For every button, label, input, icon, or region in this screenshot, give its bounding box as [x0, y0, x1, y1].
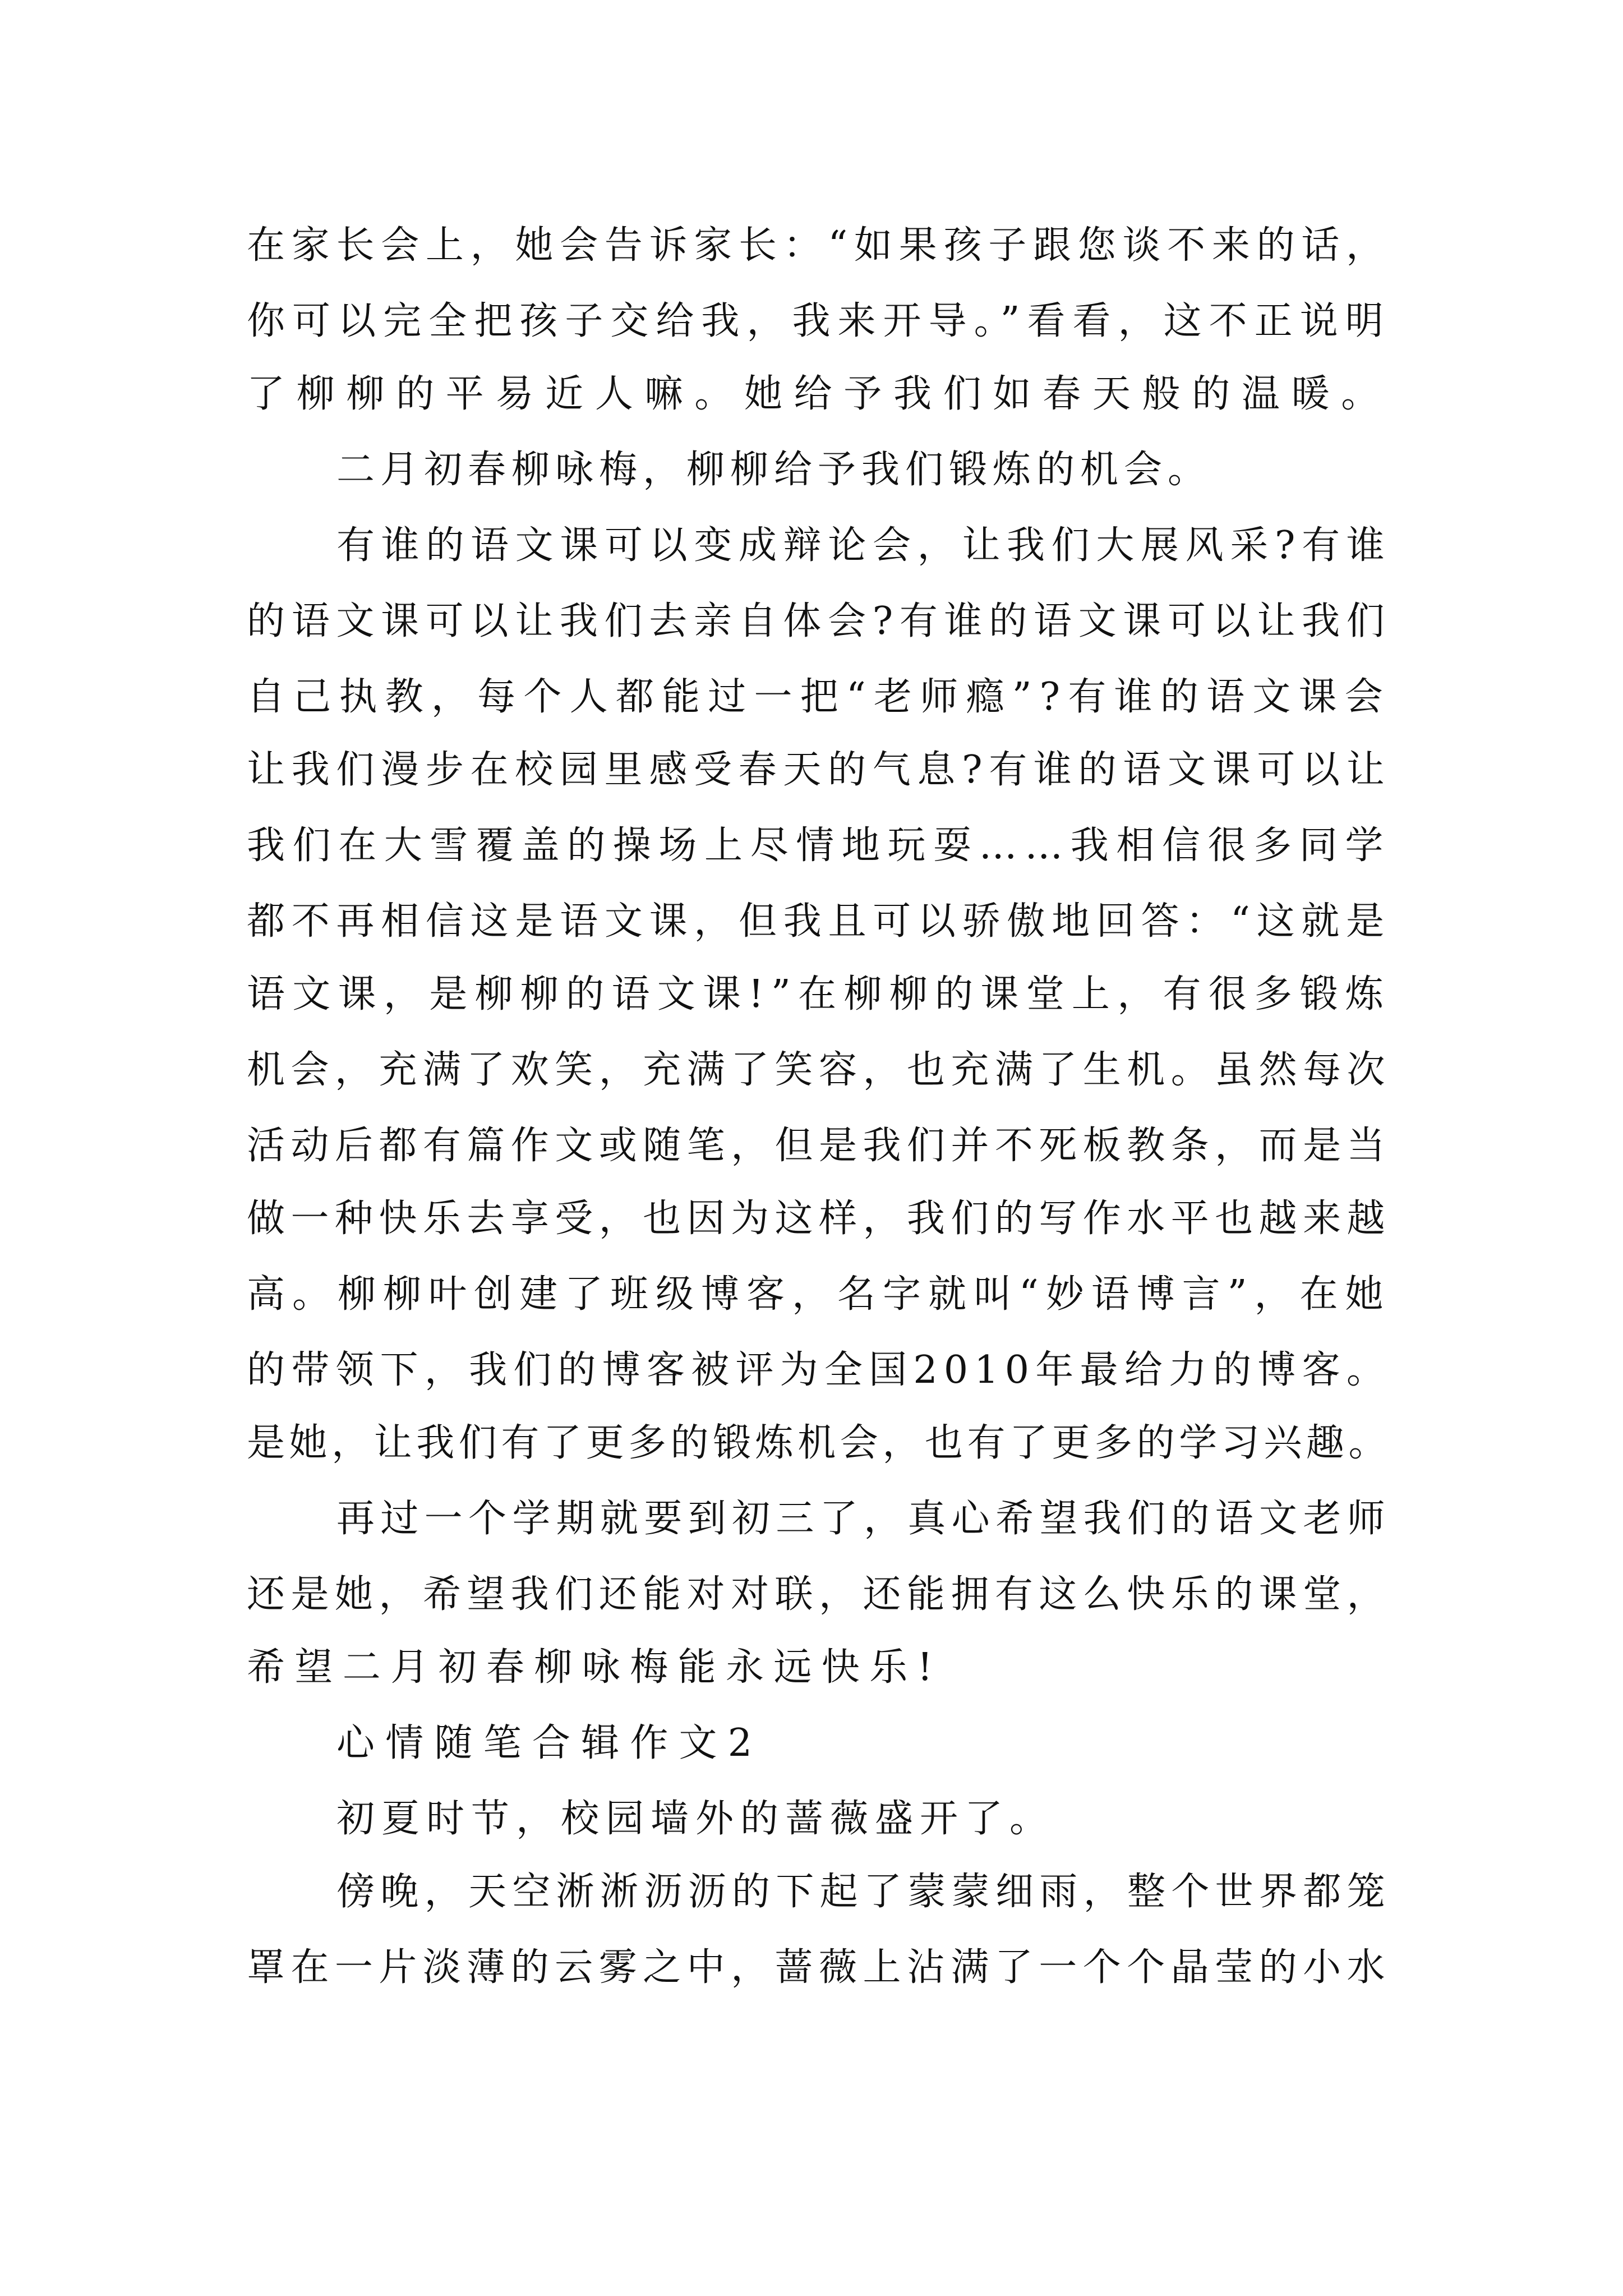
text-line: 傍晚，天空淅淅沥沥的下起了蒙蒙细雨，整个世界都笼 [336, 1870, 1391, 1914]
text-line: 语文课，是柳柳的语文课!”在柳柳的课堂上，有很多锻炼 [247, 972, 1391, 1016]
text-line: 还是她，希望我们还能对对联，还能拥有这么快乐的课堂， [247, 1572, 1391, 1617]
text-line: 都不再相信这是语文课，但我且可以骄傲地回答：“这就是 [247, 899, 1391, 944]
text-line: 罩在一片淡薄的云雾之中，蔷薇上沾满了一个个晶莹的小水 [247, 1945, 1391, 1990]
text-line: 是她，让我们有了更多的锻炼机会，也有了更多的学习兴趣。 [247, 1421, 1391, 1465]
text-line: 在家长会上，她会告诉家长：“如果孩子跟您谈不来的话， [247, 223, 1391, 268]
text-line: 再过一个学期就要到初三了，真心希望我们的语文老师 [336, 1497, 1391, 1541]
text-line: 希望二月初春柳咏梅能永远快乐! [247, 1645, 943, 1690]
text-line: 高。柳柳叶创建了班级博客，名字就叫“妙语博言”，在她 [247, 1272, 1391, 1317]
text-line: 让我们漫步在校园里感受春天的气息?有谁的语文课可以让 [247, 748, 1391, 792]
text-line: 心情随笔合辑作文2 [336, 1721, 763, 1765]
text-line: 有谁的语文课可以变成辩论会，让我们大展风采?有谁 [336, 523, 1391, 568]
text-line: 机会，充满了欢笑，充满了笑容，也充满了生机。虽然每次 [247, 1048, 1391, 1092]
text-line: 自己执教，每个人都能过一把“老师瘾”?有谁的语文课会 [247, 675, 1391, 719]
text-line: 二月初春柳咏梅，柳柳给予我们锻炼的机会。 [336, 448, 1212, 492]
text-line: 活动后都有篇作文或随笔，但是我们并不死板教条，而是当 [247, 1124, 1391, 1168]
text-line: 的带领下，我们的博客被评为全国2010年最给力的博客。 [247, 1348, 1391, 1392]
text-line: 初夏时节，校园墙外的蔷薇盛开了。 [336, 1797, 1055, 1841]
text-line: 你可以完全把孩子交给我，我来开导。”看看，这不正说明 [247, 299, 1391, 343]
text-line: 的语文课可以让我们去亲自体会?有谁的语文课可以让我们 [247, 599, 1391, 643]
text-line: 做一种快乐去享受，也因为这样，我们的写作水平也越来越 [247, 1197, 1391, 1241]
text-line: 我们在大雪覆盖的操场上尽情地玩耍……我相信很多同学 [247, 823, 1391, 868]
text-line: 了柳柳的平易近人嘛。她给予我们如春天般的温暖。 [247, 372, 1391, 416]
